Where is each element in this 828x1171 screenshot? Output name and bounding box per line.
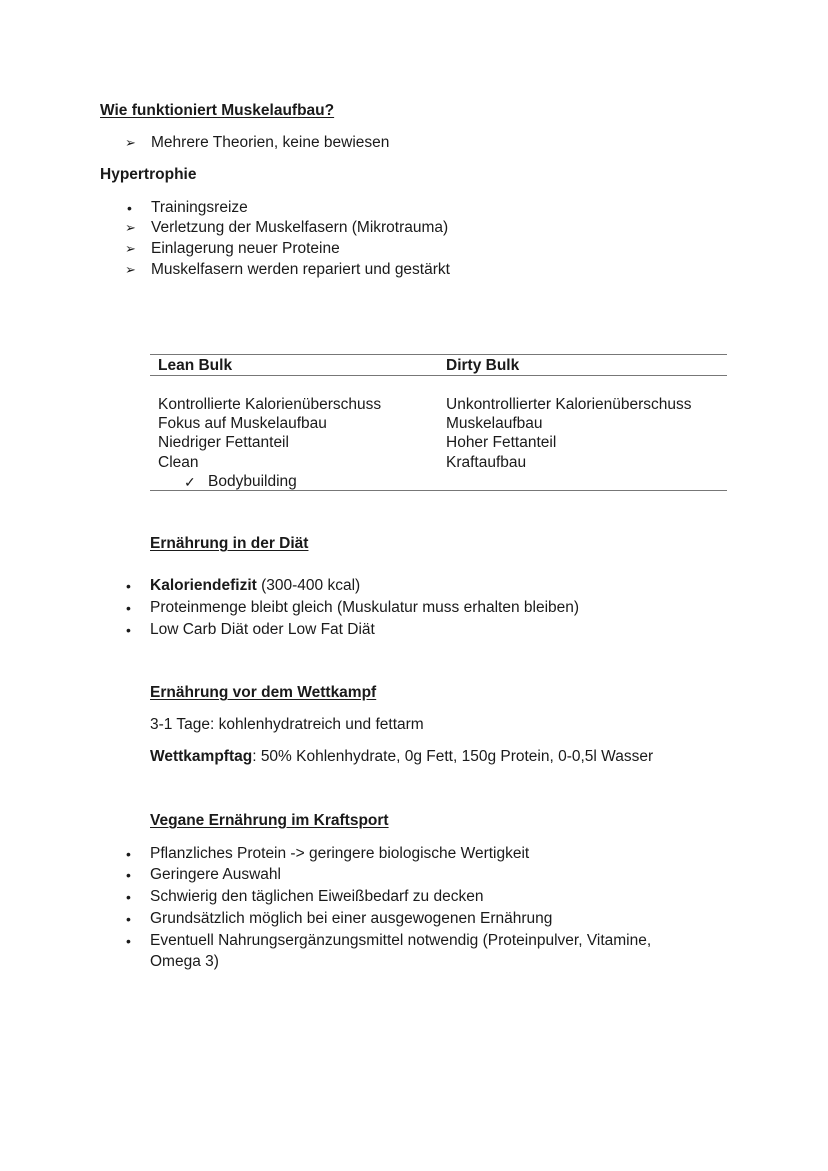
list-item-text: Verletzung der Muskelfasern (Mikrotrauma)	[151, 219, 449, 236]
arrow-bullet-icon: ➢	[125, 241, 136, 256]
arrow-bullet-icon: ➢	[125, 262, 136, 277]
table-header-lean: Lean Bulk	[158, 357, 233, 374]
table-cell: Unkontrollierter Kalorienüberschuss	[446, 396, 692, 413]
bullet-icon: •	[126, 933, 131, 949]
table-cell: Fokus auf Muskelaufbau	[158, 415, 327, 432]
table-cell: Hoher Fettanteil	[446, 434, 557, 451]
bold-term: Wettkampftag	[150, 748, 253, 765]
wettkampf-line-2	[150, 747, 653, 767]
list-item-text: Pflanzliches Protein -> geringere biologische Wertigkeit	[150, 845, 530, 862]
list-item-text: Mehrere Theorien, keine bewiesen	[151, 134, 390, 151]
list-item-text	[150, 576, 360, 596]
heading-diaet: Ernährung in der Diät	[150, 535, 309, 552]
table-bottom-rule	[150, 490, 727, 491]
bullet-icon: •	[127, 200, 132, 216]
bullet-icon: •	[126, 600, 131, 616]
list-item-rest: (300-400 kcal)	[256, 577, 361, 594]
list-item-continuation: Omega 3)	[150, 953, 219, 970]
list-item-text: Einlagerung neuer Proteine	[151, 240, 340, 257]
list-item-text: Trainingsreize	[151, 199, 248, 216]
bullet-icon: •	[126, 889, 131, 905]
table-header-rule	[150, 375, 727, 376]
heading-wettkampf: Ernährung vor dem Wettkampf	[150, 684, 377, 701]
list-item-text: Proteinmenge bleibt gleich (Muskulatur muss erhalten bleiben)	[150, 599, 580, 616]
list-item-text: Eventuell Nahrungsergänzungsmittel notwendig (Proteinpulver, Vitamine,	[150, 932, 652, 949]
bullet-icon: •	[126, 911, 131, 927]
heading-muskelaufbau: Wie funktioniert Muskelaufbau?	[100, 102, 335, 119]
bullet-icon: •	[126, 578, 131, 594]
bullet-icon: •	[126, 622, 131, 638]
heading-vegan: Vegane Ernährung im Kraftsport	[150, 812, 389, 829]
list-item-text: Low Carb Diät oder Low Fat Diät	[150, 621, 375, 638]
table-header-dirty: Dirty Bulk	[446, 357, 520, 374]
wettkampf-line-2-rest: : 50% Kohlenhydrate, 0g Fett, 150g Protein, 0-0,5l Wasser	[252, 748, 654, 765]
bullet-icon: •	[126, 867, 131, 883]
list-item-text: Schwierig den täglichen Eiweißbedarf zu decken	[150, 888, 484, 905]
wettkampf-line-1: 3-1 Tage: kohlenhydratreich und fettarm	[150, 716, 424, 733]
bold-term: Kaloriendefizit	[150, 577, 257, 594]
arrow-bullet-icon: ➢	[125, 135, 136, 150]
checkmark-icon: ✓	[184, 474, 196, 490]
bullet-icon: •	[126, 846, 131, 862]
table-cell: Kontrollierte Kalorienüberschuss	[158, 396, 382, 413]
table-top-rule	[150, 354, 727, 355]
table-cell: Kraftaufbau	[446, 454, 527, 471]
arrow-bullet-icon: ➢	[125, 220, 136, 235]
heading-hypertrophie: Hypertrophie	[100, 166, 197, 183]
list-item-text: Geringere Auswahl	[150, 866, 281, 883]
list-item-text: Grundsätzlich möglich bei einer ausgewogenen Ernährung	[150, 910, 553, 927]
table-cell: Muskelaufbau	[446, 415, 543, 432]
list-item-text: Muskelfasern werden repariert und gestärkt	[151, 261, 450, 278]
table-cell: Niedriger Fettanteil	[158, 434, 289, 451]
table-cell: Clean	[158, 454, 199, 471]
table-cell-text: Bodybuilding	[208, 473, 297, 490]
